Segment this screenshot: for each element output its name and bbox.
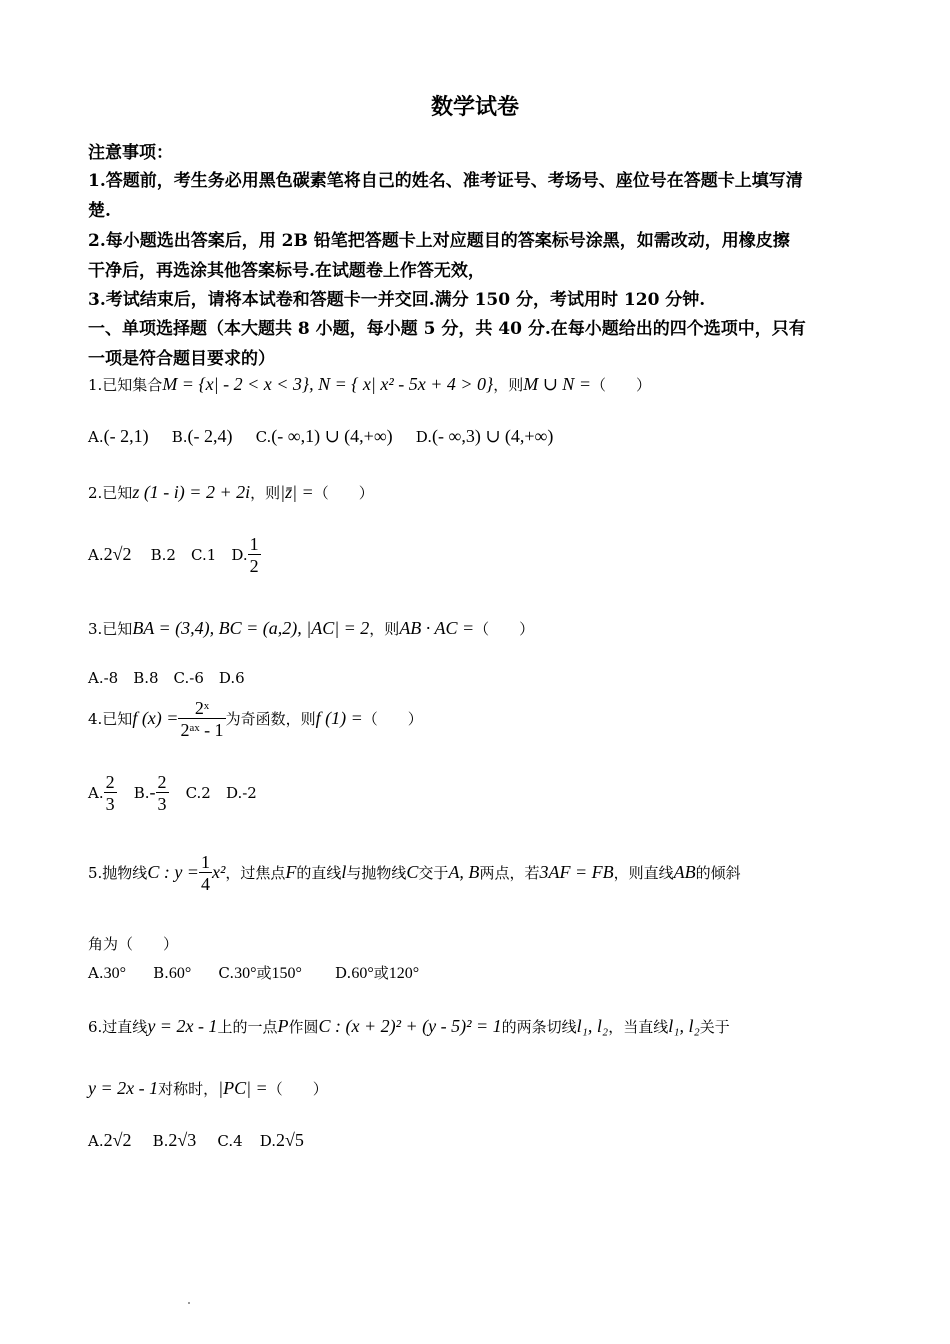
q6-point: P [277,1016,289,1036]
q5-option-d-2: 120° [388,965,420,982]
q4-b-sign: - [149,782,156,802]
q5-fraction [199,852,212,895]
q5-option-b: 60° [168,965,192,982]
q4-option-b-label: B. [133,784,150,802]
q6-t6: 对称时， [158,1080,219,1098]
q5-option-d-or: 或 [373,964,389,982]
q1-option-b-label: B. [171,428,188,446]
q2-d-den: 2 [249,556,259,576]
q6-option-a: 2√2 [103,1130,132,1150]
q5-t7: 的倾斜 [695,864,741,882]
q4-option-a [104,772,117,815]
q5-t1: ，过焦点 [225,864,286,882]
q6-option-c: C.4 [217,1132,243,1150]
q1-suffix: ，则 [493,376,524,394]
q2-options [88,534,261,577]
q2-option-d [248,534,261,577]
q3-options: A.-8 B.8 C.-6 D.6 [88,669,245,687]
q5-t2: 的直线 [296,864,342,882]
q2-paren: （ ） [313,484,374,502]
q6-line-b: y = 2x - 1 [88,1078,159,1098]
q4-a-num: 2 [105,772,115,792]
q6-t4: ，当直线 [608,1018,669,1036]
q5-t3: 与抛物线 [346,864,407,882]
q5-t5: 两点，若 [479,864,540,882]
q1-option-a: (- 2,1) [103,426,149,446]
q2-expr: z (1 - i) = 2 + 2i [132,482,251,502]
question-5 [88,852,741,895]
q1-set-m: M = {x| - 2 < x < 3}, N = [162,374,352,394]
q1-option-a-label: A. [88,428,104,446]
q5-ab2: AB [673,862,696,882]
q5-t4: 交于 [418,864,449,882]
q6-prefix: 6.过直线 [88,1018,148,1036]
q1-option-b: (- 2,4) [187,426,233,446]
q6-option-d-label: D. [259,1132,276,1150]
q1-expr: M ∪ N = [523,374,591,394]
q3-suffix: ，则 [369,620,400,638]
notice-item-2-cont: 干净后，再选涂其他答案标号.在试题卷上作答无效， [88,261,485,281]
q2-suffix: ，则 [250,484,281,502]
q4-prefix: 4.已知 [88,710,133,728]
q6-option-b-label: B. [152,1132,169,1150]
q1-option-c: (- ∞,1) ∪ (4,+∞) [271,426,393,446]
notice-item-1: 1.答题前，考生务必用黑色碳素笔将自己的姓名、准考证号、考场号、座位号在答题卡上填写清 [88,171,803,191]
q5-options [88,962,419,983]
q4-options [88,772,257,815]
q5-t6: ，则直线 [613,864,674,882]
q5-den: 4 [200,874,210,894]
q4-option-b [156,772,169,815]
q1-set-n: { x| x² - 5x + 4 > 0} [351,374,494,394]
q6-option-a-label: A. [88,1132,104,1150]
q5-option-d-label: D. [335,964,352,982]
q5-option-c-1: 30° [234,965,257,982]
q5-prefix: 5.抛物线 [88,864,148,882]
page-title: 数学试卷 [430,94,519,120]
q5-curve: C : y = [147,862,199,882]
q3-paren: （ ） [474,620,535,638]
q6-line: y = 2x - 1 [147,1016,218,1036]
page-dot [188,1302,190,1304]
section-heading-cont: 一项是符合题目要求的） [88,349,275,369]
q5-option-d-1: 60° [351,965,374,982]
q6-t3: 的两条切线 [501,1018,577,1036]
question-3 [88,618,534,639]
notice-item-2: 2.每小题选出答案后，用 2B 铅笔把答题卡上对应题目的答案标号涂黑，如需改动，用橡皮擦 [88,231,790,251]
notice-item-1-cont: 楚. [88,201,111,221]
q6-t1: 上的一点 [217,1018,278,1036]
q5-num: 1 [200,852,210,872]
q4-option-c: C.2 [185,784,211,802]
q6-paren: （ ） [267,1080,328,1098]
q2-option-a: 2√2 [103,544,132,564]
q4-a-den: 3 [105,794,115,814]
q2-abs: |z̄| = [280,482,314,502]
q6-option-d: 2√5 [276,1130,304,1150]
q2-option-d-label: D. [231,546,248,564]
q5-cond: 3AF = FB [539,862,614,882]
q6-tangents-2: l₁, l₂ [668,1016,700,1036]
q2-option-a-label: A. [88,546,104,564]
q4-mid: 为奇函数，则 [225,710,316,728]
q4-b-num: 2 [157,772,167,792]
q6-tangents: l₁, l₂ [576,1016,609,1036]
q5-x2: x² [211,862,226,882]
q5-focus: F [285,862,297,882]
question-4 [88,698,423,741]
q2-prefix: 2.已知 [88,484,133,502]
q3-expr2: AB · AC = [399,618,475,638]
q1-option-d-label: D. [415,428,433,446]
q6-t5: 关于 [699,1018,730,1036]
q6-option-b: 2√3 [168,1130,197,1150]
q1-option-c-label: C. [255,428,272,446]
q4-fraction [178,698,225,741]
q2-option-b: B.2 [150,546,176,564]
q4-option-d: D.-2 [225,784,257,802]
q6-circle: C : (x + 2)² + (y - 5)² = 1 [318,1016,502,1036]
q6-options [88,1130,304,1151]
q5-option-c-or: 或 [256,964,272,982]
q6-t2: 作圆 [288,1018,319,1036]
q3-expr: BA = (3,4), BC = (a,2), |AC| = 2 [132,618,370,638]
q2-option-c: C.1 [191,546,217,564]
q4-b-den: 3 [157,794,167,814]
question-2 [88,482,374,503]
q4-paren: （ ） [362,710,423,728]
q4-num: 2ˣ [178,698,225,719]
q4-f: f (x) = [132,708,179,728]
q1-paren: （ ） [590,376,651,394]
q5-option-a-label: A. [88,964,104,982]
q5-ab: A, B [448,862,480,882]
q1-option-d: (- ∞,3) ∪ (4,+∞) [432,426,554,446]
q3-prefix: 3.已知 [88,620,133,638]
q5-option-c-2: 150° [271,965,302,982]
question-6-cont [88,1078,328,1099]
q2-d-num: 1 [249,534,259,554]
q6-pc: |PC| = [218,1078,268,1098]
notice-heading: 注意事项： [88,143,173,163]
q5-option-b-label: B. [153,964,169,982]
q1-options [88,426,553,447]
q1-prefix: 1.已知集合 [88,376,163,394]
section-heading: 一、单项选择题（本大题共 8 小题，每小题 5 分，共 40 分.在每小题给出的四个选项中，只有 [88,319,806,339]
notice-item-3: 3.考试结束后，请将本试卷和答题卡一并交回.满分 150 分，考试用时 120 分钟. [88,290,706,310]
question-5-cont: 角为（ ） [88,935,179,953]
q4-option-a-label: A. [88,784,104,802]
q5-line: l [341,862,347,882]
q5-option-a: 30° [103,965,127,982]
q4-den: 2ᵃˣ - 1 [180,720,224,740]
q5-option-c-label: C. [218,964,235,982]
q4-f1: f (1) = [315,708,363,728]
question-6 [88,1016,730,1037]
q5-c: C [406,862,419,882]
question-1 [88,374,651,395]
